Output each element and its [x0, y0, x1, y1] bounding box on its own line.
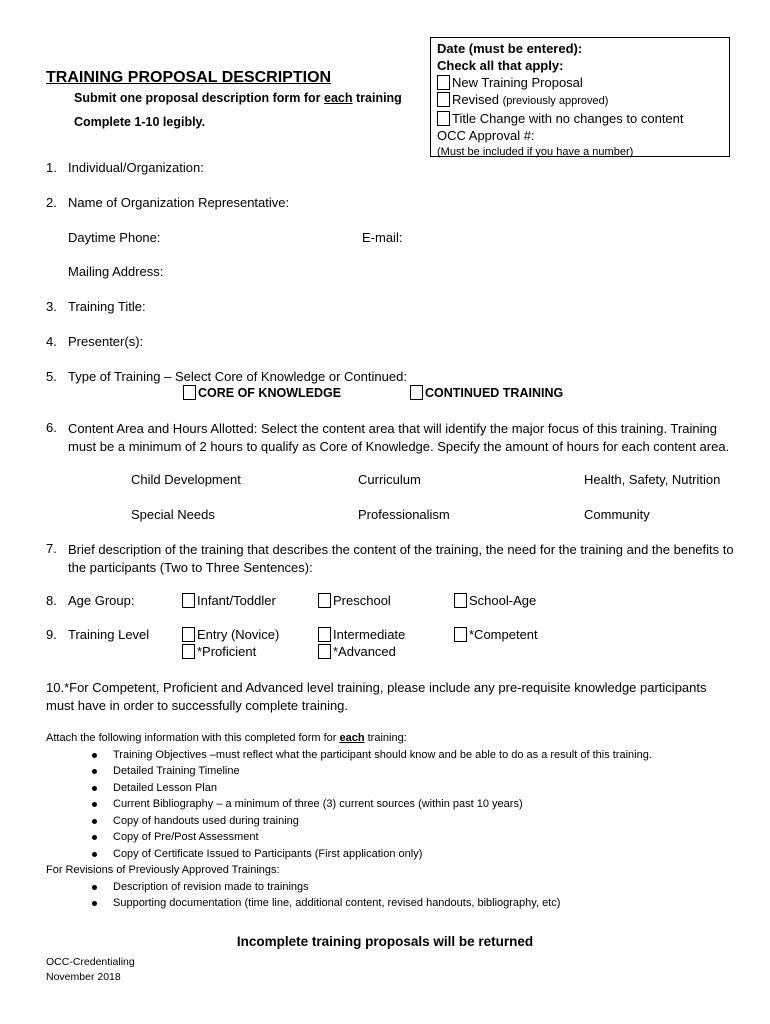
content-area-health-safety: Health, Safety, Nutrition [584, 472, 721, 487]
content-area-special-needs: Special Needs [131, 507, 215, 522]
title-change-label: Title Change with no changes to content [452, 111, 684, 126]
core-knowledge-label: CORE OF KNOWLEDGE [198, 386, 342, 400]
proficient-label: *Proficient [197, 644, 257, 659]
age-infant-toddler[interactable] [182, 593, 276, 608]
list-item: Current Bibliography – a minimum of three (3) current sources (within past 10 years) [46, 796, 652, 813]
advanced-label: *Advanced [333, 644, 396, 659]
level-proficient[interactable] [182, 644, 256, 659]
q6-number: 6. [46, 420, 57, 435]
advanced-checkbox[interactable] [318, 644, 331, 659]
q3-number: 3. [46, 299, 57, 314]
list-item: Copy of Certificate Issued to Participants (First application only) [46, 846, 652, 863]
level-intermediate[interactable] [318, 627, 405, 642]
revised-note: (previously approved) [502, 95, 609, 107]
list-item: Description of revision made to trainings [46, 879, 652, 896]
level-advanced[interactable] [318, 644, 396, 659]
phone-label: Daytime Phone: [68, 230, 161, 245]
date-label: Date (must be entered): [437, 41, 583, 56]
q4-number: 4. [46, 334, 57, 349]
attach-intro: Attach the following information with this completed form for each training: [46, 732, 407, 744]
level-entry[interactable] [182, 627, 279, 642]
q4-label: Presenter(s): [68, 334, 144, 349]
list-item: Supporting documentation (time line, additional content, revised handouts, bibliography, etc) [46, 895, 652, 912]
list-item: Training Objectives –must reflect what the participant should know and be able to do as a result of this training. [46, 747, 652, 764]
proficient-checkbox[interactable] [182, 644, 195, 659]
q9-label: Training Level [68, 627, 150, 642]
competent-label: *Competent [469, 627, 538, 642]
q1-number: 1. [46, 160, 57, 175]
email-label: E-mail: [362, 230, 403, 245]
form-subtitle: Submit one proposal description form for each training [74, 91, 402, 105]
option-revised[interactable] [437, 91, 723, 110]
header-box [430, 37, 730, 157]
content-area-curriculum: Curriculum [358, 472, 421, 487]
revised-checkbox[interactable] [437, 92, 450, 107]
q7-number: 7. [46, 541, 57, 556]
q1-label: Individual/Organization: [68, 160, 204, 175]
footer-date: November 2018 [46, 971, 121, 983]
q8-label: Age Group: [68, 593, 135, 608]
infant-toddler-checkbox[interactable] [182, 593, 195, 608]
title-change-checkbox[interactable] [437, 111, 450, 126]
continued-training-checkbox[interactable] [410, 385, 423, 400]
check-label: Check all that apply: [437, 58, 564, 73]
preschool-checkbox[interactable] [318, 593, 331, 608]
list-item: Detailed Lesson Plan [46, 780, 652, 797]
option-title-change[interactable] [437, 110, 723, 127]
content-area-child-development: Child Development [131, 472, 241, 487]
occ-approval-label: OCC Approval #: [437, 128, 535, 143]
continued-training-option[interactable] [410, 385, 563, 400]
incomplete-notice: Incomplete training proposals will be returned [236, 934, 534, 949]
age-preschool[interactable] [318, 593, 391, 608]
q2-number: 2. [46, 195, 57, 210]
list-item: Copy of handouts used during training [46, 813, 652, 830]
address-label: Mailing Address: [68, 264, 164, 279]
q6-text: Content Area and Hours Allotted: Select the content area that will identify the major focus of this training. Training must be a minimum of 2 hours to qualify as Core of Knowledge. Specify the amount of hours for each content area. [68, 421, 730, 454]
revisions-label: For Revisions of Previously Approved Trainings: [46, 864, 280, 876]
core-knowledge-checkbox[interactable] [183, 385, 196, 400]
q5-number: 5. [46, 369, 57, 384]
content-area-community: Community [584, 507, 650, 522]
age-school-age[interactable] [454, 593, 536, 608]
option-new-proposal[interactable] [437, 74, 723, 91]
school-age-checkbox[interactable] [454, 593, 467, 608]
entry-checkbox[interactable] [182, 627, 195, 642]
complete-note: Complete 1-10 legibly. [74, 115, 206, 129]
q10-text: 10.*For Competent, Proficient and Advanced level training, please include any pre-requisite knowledge participants must have in order to successfully complete training. [46, 680, 707, 713]
revised-label: Revised [452, 92, 499, 107]
entry-label: Entry (Novice) [197, 627, 280, 642]
list-item: Copy of Pre/Post Assessment [46, 829, 652, 846]
intermediate-label: Intermediate [333, 627, 406, 642]
preschool-label: Preschool [333, 593, 391, 608]
infant-toddler-label: Infant/Toddler [197, 593, 276, 608]
attachments-section [46, 730, 652, 912]
content-area-professionalism: Professionalism [358, 507, 450, 522]
form-title: TRAINING PROPOSAL DESCRIPTION [46, 69, 332, 86]
q5-label: Type of Training – Select Core of Knowledge or Continued: [68, 369, 407, 384]
list-item: Detailed Training Timeline [46, 763, 652, 780]
revisions-list [46, 879, 652, 912]
level-competent[interactable] [454, 627, 538, 642]
attach-list [46, 747, 652, 863]
school-age-label: School-Age [469, 593, 537, 608]
competent-checkbox[interactable] [454, 627, 467, 642]
new-proposal-checkbox[interactable] [437, 75, 450, 90]
q7-text: Brief description of the training that describes the content of the training, the need for the training and the benefits to the participants (Two to Three Sentences): [68, 542, 734, 575]
q2-label: Name of Organization Representative: [68, 195, 290, 210]
footer-org: OCC-Credentialing [46, 956, 135, 968]
occ-approval-note: (Must be included if you have a number) [437, 146, 634, 158]
q8-number: 8. [46, 593, 57, 608]
q9-number: 9. [46, 627, 57, 642]
core-knowledge-option[interactable] [183, 385, 341, 400]
q3-label: Training Title: [68, 299, 146, 314]
continued-training-label: CONTINUED TRAINING [425, 386, 564, 400]
intermediate-checkbox[interactable] [318, 627, 331, 642]
new-proposal-label: New Training Proposal [452, 75, 583, 90]
